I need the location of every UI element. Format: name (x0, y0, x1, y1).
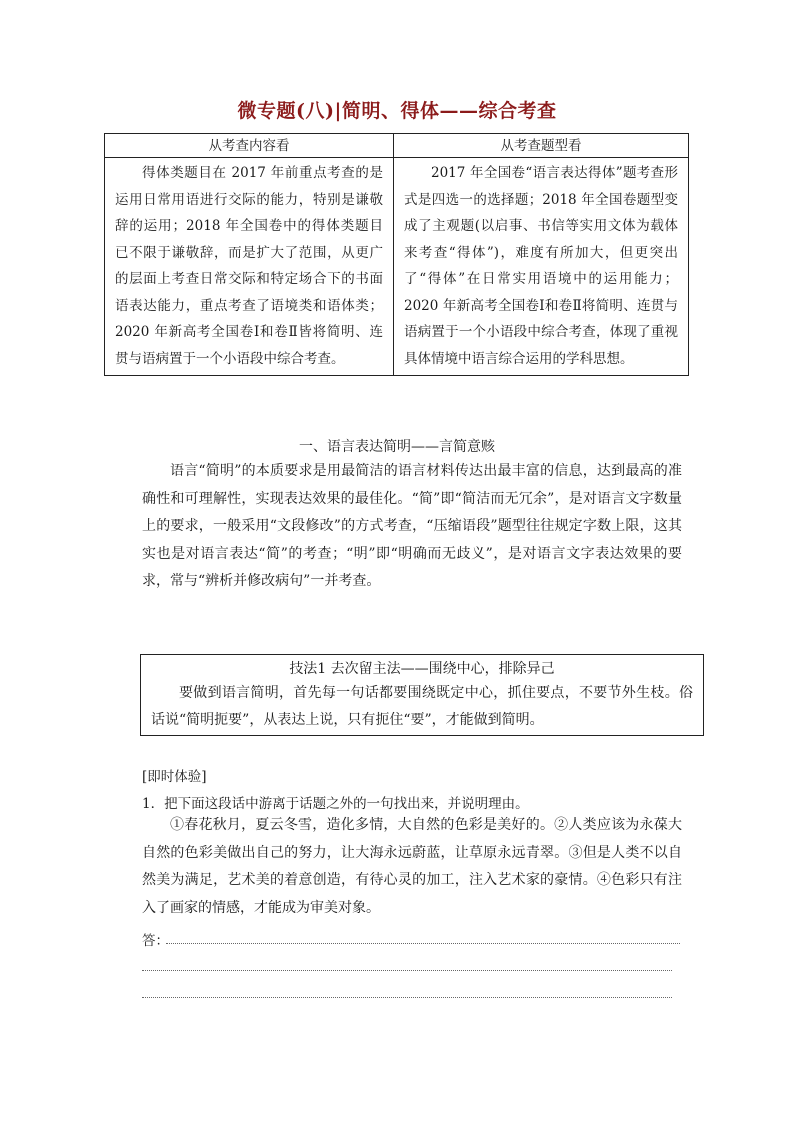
answer-line-3[interactable] (142, 997, 672, 998)
page-title: 微专题(八)|简明、得体——综合考查 (237, 100, 557, 122)
table-row (105, 158, 689, 376)
technique-body: 要做到语言简明，首先每一句话都要围绕既定中心，抓住要点，不要节外生枝。俗话说“简明扼要”，从表达上说，只有扼住“要”，才能做到简明。 (151, 685, 693, 728)
answer-label: 答： (142, 933, 169, 949)
overview-table (104, 133, 689, 376)
technique-title: 技法1 去次留主法——围绕中心，排除异己 (289, 661, 555, 677)
technique-box (140, 654, 704, 736)
answer-line-2[interactable] (142, 970, 672, 971)
answer-line-1[interactable] (166, 943, 680, 944)
section-paragraph: 语言“简明”的本质要求是用最简洁的语言材料传达出最丰富的信息，达到最高的准确性和可理解性，实现表达效果的最佳化。“简”即“简洁而无冗余”，是对语言文字数量上的要求，一般采用“文段修改”的方式考查，“压缩语段”题型往往规定字数上限，这其实也是对语言表达“简”的考查；“明”即“明确而无歧义”，是对语言文字表达效果的要求，常与“辨析并修改病句”一并考查。 (142, 463, 682, 589)
section-heading: 一、语言表达简明——言简意赅 (299, 439, 495, 455)
table-header-row (105, 134, 689, 158)
exercise-passage: ①春花秋月，夏云冬雪，造化多情，大自然的色彩是美好的。②人类应该为永葆大自然的色彩美做出自己的努力，让大海永远蔚蓝，让草原永远青翠。③但是人类不以自然美为满足，艺术美的着意创造，有待心灵的加工，注入艺术家的豪情。④色彩只有注入了画家的情感，才能成为审美对象。 (142, 817, 682, 916)
exercise-question: 1．把下面这段话中游离于话题之外的一句找出来，并说明理由。 (142, 796, 529, 812)
table-header-content: 从考查内容看 (105, 134, 394, 158)
table-header-format: 从考查题型看 (394, 134, 689, 158)
table-cell-format: 2017 年全国卷“语言表达得体”题考查形式是四选一的选择题；2018 年全国卷题型变成了主观题(以启事、书信等实用文体为载体来考查“得体”)，难度有所加大，但更突出了“得体”在日常实用语境中的运用能力；2020 年新高考全国卷Ⅰ和卷Ⅱ将简明、连贯与语病置于一个小语段中综合考查，体现了重视具体情境中语言综合运用的学科思想。 (394, 158, 689, 376)
exercise-label: [即时体验] (142, 769, 207, 785)
table-cell-content: 得体类题目在 2017 年前重点考查的是运用日常用语进行交际的能力，特别是谦敬辞的运用；2018 年全国卷中的得体类题目已不限于谦敬辞，而是扩大了范围，从更广的层面上考查日常交际和特定场合下的书面语表达能力，重点考查了语境类和语体类；2020 年新高考全国卷Ⅰ和卷Ⅱ皆将简明、连贯与语病置于一个小语段中综合考查。 (105, 158, 394, 376)
